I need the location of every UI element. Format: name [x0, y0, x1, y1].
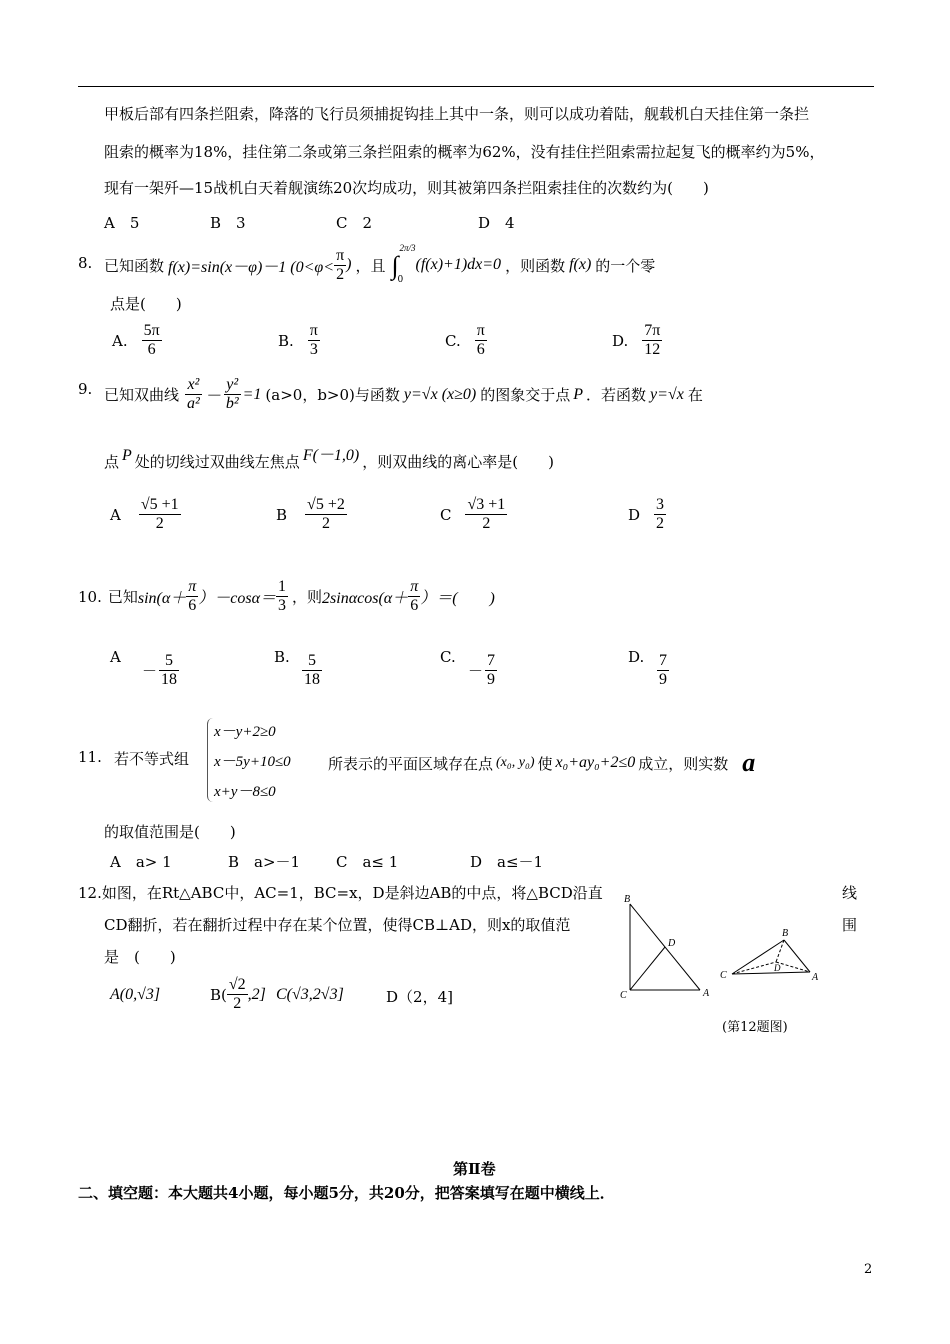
page-number: 2: [864, 1262, 873, 1277]
fig-label-b: B: [624, 894, 631, 905]
q9-option-c-label: C: [440, 505, 452, 524]
q9-option-b-frac: [305, 496, 347, 533]
q10-option-b-den: 18: [304, 671, 320, 688]
q9-number: 9.: [78, 380, 93, 398]
q12-option-b-pre: B(: [210, 985, 227, 1004]
q8-func-frac-den: 2: [336, 265, 345, 283]
q10-option-a-label: A: [110, 648, 121, 666]
q7-option-c: C 2: [336, 214, 373, 232]
q10-option-b-frac: [302, 652, 322, 689]
q8-option-d: [612, 322, 662, 359]
q12-caption: (第12题图): [722, 1020, 788, 1035]
q12-option-a: A(0,√3]: [110, 986, 161, 1003]
q8-option-b-num: π: [309, 322, 318, 339]
q10-frac1: [186, 578, 198, 615]
q9-option-d-den: 2: [656, 515, 665, 532]
q10-option-c-frac: [485, 652, 497, 689]
q9-option-d-frac: [654, 496, 666, 533]
q12-line2: CD翻折，若在翻折过程中存在某个位置，使得CB⊥AD，则x的取值范: [104, 916, 571, 934]
q8-option-b-den: 3: [309, 341, 318, 358]
q8-option-b-frac: [308, 322, 320, 359]
q12-option-b-frac: [227, 976, 248, 1013]
q9-option-b: [276, 496, 347, 533]
q10-option-a-num: 5: [159, 652, 179, 671]
q9-option-a-frac: [139, 496, 181, 533]
q8-option-b: [278, 322, 320, 359]
q8-option-c-label: C.: [445, 331, 461, 350]
q8-text-c: ，则函数: [505, 256, 566, 275]
q10-option-d-frac: [657, 652, 669, 689]
q10-option-d-label: D.: [628, 648, 645, 666]
q9-cond: (a>0，b>0)与函数: [265, 386, 400, 404]
q9-b2: b²: [225, 395, 239, 412]
q10-frac3-den: 6: [410, 597, 419, 614]
q10-option-d-den: 9: [659, 671, 667, 688]
q12-line1: 12.如图，在Rt△ABC中，AC=1，BC=x，D是斜边AB的中点，将△BCD沿直: [78, 884, 603, 902]
q9-option-d: [628, 496, 666, 533]
q10-option-c-num: 7: [487, 652, 496, 669]
q9-frac-x: [185, 376, 202, 413]
fig2-label-d: D: [774, 963, 781, 973]
q10-option-b-label: B.: [274, 648, 290, 666]
q9-option-a-num: √5 +1: [140, 496, 179, 513]
q8-option-c: [445, 322, 487, 359]
q8-option-c-den: 6: [476, 341, 485, 358]
q8-option-a: [112, 322, 162, 359]
q8-number: 8.: [78, 254, 93, 272]
q8-option-a-label: A.: [112, 331, 128, 350]
q8-integral-sign: ∫: [391, 251, 399, 280]
q10-option-d: [655, 652, 669, 689]
fig2-label-b: B: [782, 928, 789, 939]
q9-option-d-label: D: [628, 505, 641, 524]
q10-frac2: [276, 578, 288, 615]
q12-figure: [612, 892, 852, 1004]
q8-option-d-num: 7π: [644, 322, 661, 339]
q9-option-a-label: A: [110, 505, 121, 524]
q7-line3: 现有一架歼—15战机白天着舰演练20次均成功，则其被第四条拦阻索挂住的次数约为( ): [104, 179, 709, 197]
q10-number: 10.: [78, 587, 102, 606]
q8-func-frac: [334, 247, 346, 284]
fig2-bd-edge: [776, 940, 784, 962]
q12-option-b-den: 2: [233, 995, 242, 1012]
q8-fx: f(x): [569, 256, 592, 273]
q8-text-d: 的一个零: [595, 256, 656, 275]
q11-text-c: 使: [537, 754, 553, 773]
q10-frac2-den: 3: [278, 597, 287, 614]
q9-frac-y: [224, 376, 241, 413]
fig-label-c: C: [620, 990, 627, 1001]
q12-option-b-post: ,2]: [247, 985, 266, 1003]
q10-stem: [78, 578, 495, 615]
part2-section: 二、填空题：本大题共4小题，每小题5分，共20分，把答案填写在题中横线上．: [78, 1184, 615, 1202]
part2-title: 第Ⅱ卷: [453, 1160, 496, 1178]
q11-option-a: A a> 1: [110, 853, 172, 871]
q9-p: P: [573, 385, 584, 403]
q9-text-c: ．若函数: [586, 386, 647, 404]
q11-option-b: B a>－1: [228, 853, 301, 871]
q10-expr2: ）－cosα＝: [198, 590, 277, 607]
q8-stem: [104, 245, 655, 285]
q11-number: 11.: [78, 748, 102, 766]
q9-option-c-num: √3 +1: [467, 496, 506, 513]
q11-line2: 的取值范围是( ): [104, 823, 236, 841]
q8-integrand: (f(x)+1)dx=0: [415, 256, 502, 273]
q9-x2: x²: [185, 376, 202, 395]
q8-option-a-den: 6: [147, 341, 156, 358]
fig2-ca-edge: [732, 972, 810, 974]
q9-line2-a: 点: [104, 453, 120, 471]
q10-option-a: [142, 652, 179, 689]
q9-stem: [104, 376, 703, 413]
q9-y2: y²: [224, 376, 241, 395]
q8-option-a-num: 5π: [143, 322, 160, 339]
q11-text-a: 若不等式组: [114, 750, 190, 768]
q10-option-d-num: 7: [659, 652, 667, 669]
q12-option-b-num: √2: [228, 976, 246, 993]
q10-text-a: 已知: [107, 588, 138, 606]
q8-option-d-den: 12: [644, 341, 661, 358]
q9-a2: a²: [187, 395, 200, 412]
q8-option-c-frac: [475, 322, 487, 359]
q11-var: a: [742, 748, 756, 777]
q8-option-d-label: D.: [612, 331, 629, 350]
q9-minus: －: [204, 388, 221, 405]
q9-option-b-num: √5 +2: [307, 496, 345, 513]
q8-option-a-frac: [142, 322, 162, 359]
q9-func2: y=√x: [650, 385, 684, 403]
q11-ineq-2: x－5y+10≤0: [214, 754, 291, 770]
q11-stem: [328, 748, 755, 778]
q9-option-c: [440, 496, 507, 533]
fig-label-d: D: [668, 938, 676, 949]
q9-option-b-den: 2: [321, 515, 330, 532]
q8-func-end: ): [346, 256, 352, 273]
q9-option-d-num: 3: [656, 496, 665, 513]
q8-func-frac-num: π: [336, 246, 345, 264]
q11-point: (x₀, y₀): [496, 755, 535, 770]
q10-option-b: [300, 652, 322, 689]
header-rule: [78, 86, 874, 87]
q9-focus: F(－1,0): [302, 447, 360, 464]
q8-text-b: ，且: [355, 256, 386, 275]
q10-option-a-den: 18: [161, 671, 178, 688]
q10-frac1-num: π: [188, 578, 197, 595]
q12-line1-right: 线: [842, 884, 858, 902]
q9-option-a: [110, 496, 181, 533]
q9-text-b: 的图象交于点: [480, 386, 571, 404]
q11-ineq-3: x+y－8≤0: [214, 784, 276, 800]
q8-option-d-frac: [642, 322, 662, 359]
q9-line2: [104, 446, 554, 473]
q7-line1: 甲板后部有四条拦阻索，降落的飞行员须捕捉钩挂上其中一条，则可以成功着陆，舰载机白天挂住第一条拦: [104, 105, 810, 123]
q10-expr1: sin(α＋: [137, 590, 187, 607]
q8-func: f(x)=sin(x－φ)－1 (0<φ<: [168, 258, 335, 276]
q11-text-d: 成立，则实数: [638, 754, 729, 773]
q11-option-d: D a≤－1: [470, 853, 544, 871]
q12-option-b: [210, 976, 266, 1013]
q11-ineq-1: x－y+2≥0: [214, 724, 276, 740]
fig-label-a: A: [703, 988, 710, 999]
q8-option-c-num: π: [476, 322, 485, 339]
q8-upper-limit: 2π/3: [399, 243, 416, 253]
q9-option-c-frac: [465, 496, 507, 533]
q12-option-d: D（2，4]: [386, 988, 453, 1006]
q8-line2: 点是( ): [110, 295, 182, 313]
q11-text-b: 所表示的平面区域存在点: [328, 754, 494, 773]
q9-line2-p: P: [122, 446, 132, 464]
fig2-label-a: A: [812, 972, 819, 983]
q10-option-c-sign: －: [468, 662, 484, 680]
q9-eq1: =1: [242, 385, 262, 403]
q9-text-d: 在: [687, 386, 703, 404]
fig2-ba-edge: [784, 940, 810, 972]
q11-option-c: C a≤ 1: [336, 853, 399, 871]
q8-lower-limit: 0: [397, 275, 404, 285]
fig2-da-edge: [776, 962, 810, 972]
q10-frac1-den: 6: [188, 597, 197, 614]
q10-option-c: [468, 652, 497, 689]
fig2-cd-edge: [732, 962, 776, 974]
q10-option-b-num: 5: [302, 652, 322, 671]
q10-option-c-den: 9: [487, 671, 496, 688]
fig-cd-edge: [630, 947, 665, 990]
q9-option-a-den: 2: [155, 515, 164, 532]
q9-option-b-label: B: [276, 505, 288, 524]
q10-text-b: ，则: [292, 588, 323, 606]
fig2-label-c: C: [720, 970, 727, 981]
q7-option-d: D 4: [478, 214, 515, 232]
q8-option-b-label: B.: [278, 331, 294, 350]
q11-cond: x₀+ay₀+2≤0: [555, 754, 636, 771]
q10-expr3: 2sinαcos(α＋: [322, 590, 409, 607]
q10-frac3: [408, 578, 420, 615]
q10-option-a-sign: －: [142, 662, 158, 680]
q7-option-b: B 3: [210, 214, 246, 232]
q10-frac2-num: 1: [278, 578, 287, 595]
q10-option-a-frac: [159, 652, 179, 689]
q7-line2: 阻索的概率为18%，挂住第二条或第三条拦阻索的概率为62%，没有挂住拦阻索需拉起复飞的概率约为5%，: [104, 143, 825, 161]
q9-line2-b: 处的切线过双曲线左焦点: [134, 453, 300, 471]
q12-option-c: C(√3,2√3]: [276, 986, 344, 1003]
q8-integral: [390, 245, 416, 285]
q9-option-c-den: 2: [482, 515, 491, 532]
q12-line2-right: 围: [842, 916, 858, 934]
q10-expr4: ）＝( ): [420, 590, 495, 607]
q8-text-a: 已知函数: [104, 256, 165, 275]
q7-option-a: A 5: [104, 214, 140, 232]
q9-func1: y=√x (x≥0): [403, 385, 477, 403]
q10-option-c-label: C.: [440, 648, 456, 666]
q10-frac3-num: π: [410, 578, 419, 595]
q9-line2-c: ，则双曲线的离心率是( ): [362, 453, 554, 471]
q12-line3: 是 ( ): [104, 948, 176, 966]
q9-text-a: 已知双曲线: [104, 386, 180, 404]
